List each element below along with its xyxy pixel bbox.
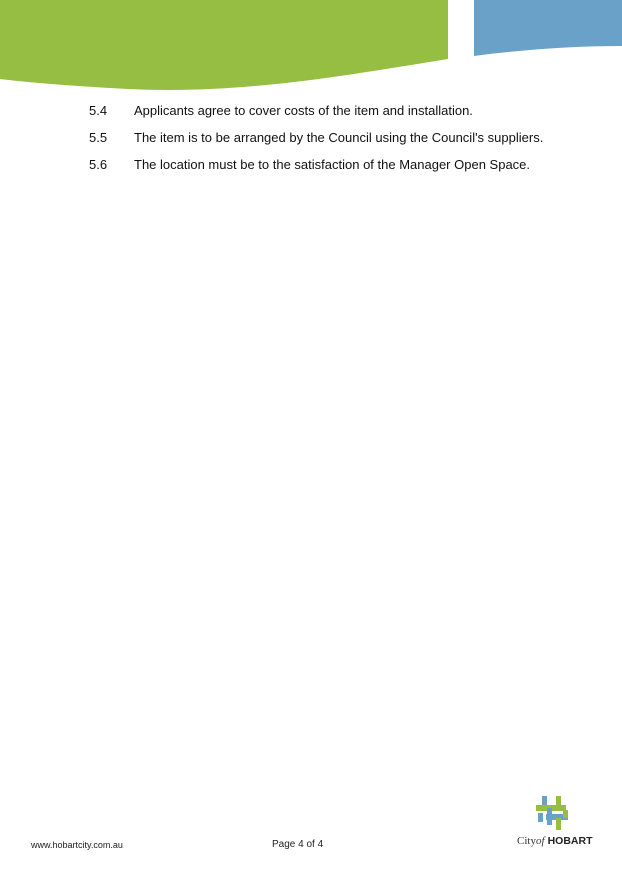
item-number: 5.6	[89, 157, 108, 172]
blue-wave-shape	[474, 0, 622, 56]
logo-of: of	[535, 835, 545, 847]
header-banner	[0, 0, 622, 95]
item-text: The item is to be arranged by the Council using the Council's suppliers.	[134, 130, 544, 145]
green-wave-shape	[0, 0, 448, 90]
footer-website-link[interactable]: www.hobartcity.com.au	[31, 840, 123, 850]
item-text: Applicants agree to cover costs of the item and installation.	[134, 103, 473, 118]
logo-hobart: HOBART	[547, 835, 593, 847]
item-number: 5.4	[89, 103, 108, 118]
city-of-hobart-logo-icon	[530, 796, 574, 832]
logo-wordmark	[517, 835, 593, 847]
item-number: 5.5	[89, 130, 108, 145]
page-number: Page 4 of 4	[272, 839, 324, 850]
logo-city: City	[517, 835, 536, 847]
item-text: The location must be to the satisfaction of the Manager Open Space.	[134, 157, 531, 172]
